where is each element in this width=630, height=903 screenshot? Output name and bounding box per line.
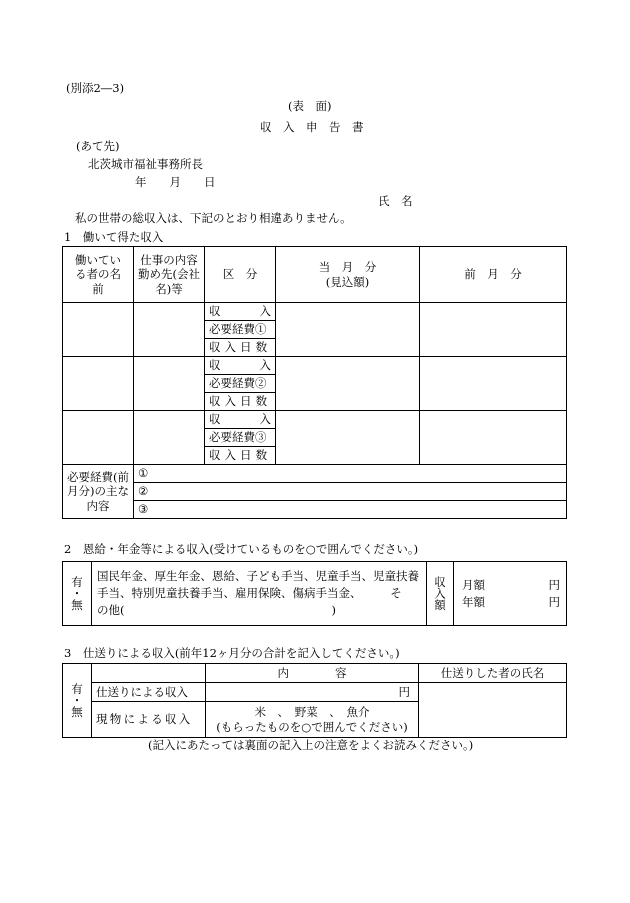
money-amount-cell[interactable]: 円	[206, 683, 419, 702]
col-current-month: 当 月 分 (見込額)	[276, 247, 420, 303]
current-amount-cell[interactable]	[276, 303, 420, 357]
row-expense-label: 必要経費③	[205, 429, 276, 447]
row-days-label: 収入日数	[205, 393, 276, 411]
worker-name-cell[interactable]	[63, 411, 134, 465]
remittance-yes-no[interactable]: 有・無	[63, 664, 92, 738]
row-days-label: 収入日数	[205, 447, 276, 465]
income-amount-label: 収入額	[427, 562, 454, 626]
worker-name-cell[interactable]	[63, 303, 134, 357]
col-sender-name: 仕送りした者の氏名	[419, 664, 567, 683]
section1-title: 1 働いて得た収入	[64, 230, 164, 244]
pension-amounts[interactable]: 月額 円 年額 円	[454, 562, 567, 626]
col-previous-month: 前 月 分	[420, 247, 567, 303]
previous-amount-cell[interactable]	[420, 411, 567, 465]
side-label: (表 面)	[288, 99, 332, 113]
expense-detail-1[interactable]: ①	[134, 465, 567, 483]
worker-name-cell[interactable]	[63, 357, 134, 411]
row-expense-label: 必要経費②	[205, 375, 276, 393]
job-cell[interactable]	[134, 357, 205, 411]
goods-options[interactable]: 米 、 野菜 、 魚介 (もらったものを○で囲んでください)	[206, 702, 419, 738]
header-blank	[92, 664, 206, 683]
addressee-label: (あて先)	[76, 139, 120, 153]
job-cell[interactable]	[134, 303, 205, 357]
pension-types[interactable]: 国民年金、厚生年金、恩給、子ども手当、児童手当、児童扶養 手当、特別児童扶養手当、雇用保険、傷病手当金、 そ の他( )	[92, 562, 427, 626]
current-amount-cell[interactable]	[276, 357, 420, 411]
col-job-employer: 仕事の内容勤め先(会社名)等	[134, 247, 205, 303]
expense-details-label: 必要経費(前月分)の主な内容	[63, 465, 134, 519]
annex-label: (別添2―3)	[66, 81, 125, 95]
expense-detail-3[interactable]: ③	[134, 501, 567, 519]
name-label: 氏 名	[378, 194, 413, 208]
col-content: 内 容	[206, 664, 419, 683]
earned-income-table	[62, 246, 567, 519]
expense-detail-2[interactable]: ②	[134, 483, 567, 501]
date-field[interactable]: 年 月 日	[135, 175, 216, 189]
sender-name-cell[interactable]	[419, 683, 567, 738]
declaration-text: 私の世帯の総収入は、下記のとおり相違ありません。	[75, 211, 352, 225]
footer-note: (記入にあたっては裏面の記入上の注意をよくお読みください。)	[148, 738, 474, 752]
row-income-label: 収 入	[205, 303, 276, 321]
addressee: 北茨城市福祉事務所長	[88, 157, 203, 171]
pension-table	[62, 561, 567, 626]
row-days-label: 収入日数	[205, 339, 276, 357]
previous-amount-cell[interactable]	[420, 303, 567, 357]
row-income-label: 収 入	[205, 411, 276, 429]
row-income-label: 収 入	[205, 357, 276, 375]
page-title: 収 入 申 告 書	[260, 120, 364, 134]
previous-amount-cell[interactable]	[420, 357, 567, 411]
col-category: 区 分	[205, 247, 276, 303]
row-money-label: 仕送りによる収入	[92, 683, 206, 702]
current-amount-cell[interactable]	[276, 411, 420, 465]
section3-title: 3 仕送りによる収入(前年12ヶ月分の合計を記入してください。)	[64, 646, 400, 660]
section2-title: 2 恩給・年金等による収入(受けているものを○で囲んでください。)	[64, 542, 419, 556]
row-expense-label: 必要経費①	[205, 321, 276, 339]
row-goods-label: 現物による収入	[92, 702, 206, 738]
pension-yes-no[interactable]: 有・無	[63, 562, 92, 626]
col-worker-name: 働いている者の名前	[63, 247, 134, 303]
remittance-table	[62, 663, 567, 738]
job-cell[interactable]	[134, 411, 205, 465]
